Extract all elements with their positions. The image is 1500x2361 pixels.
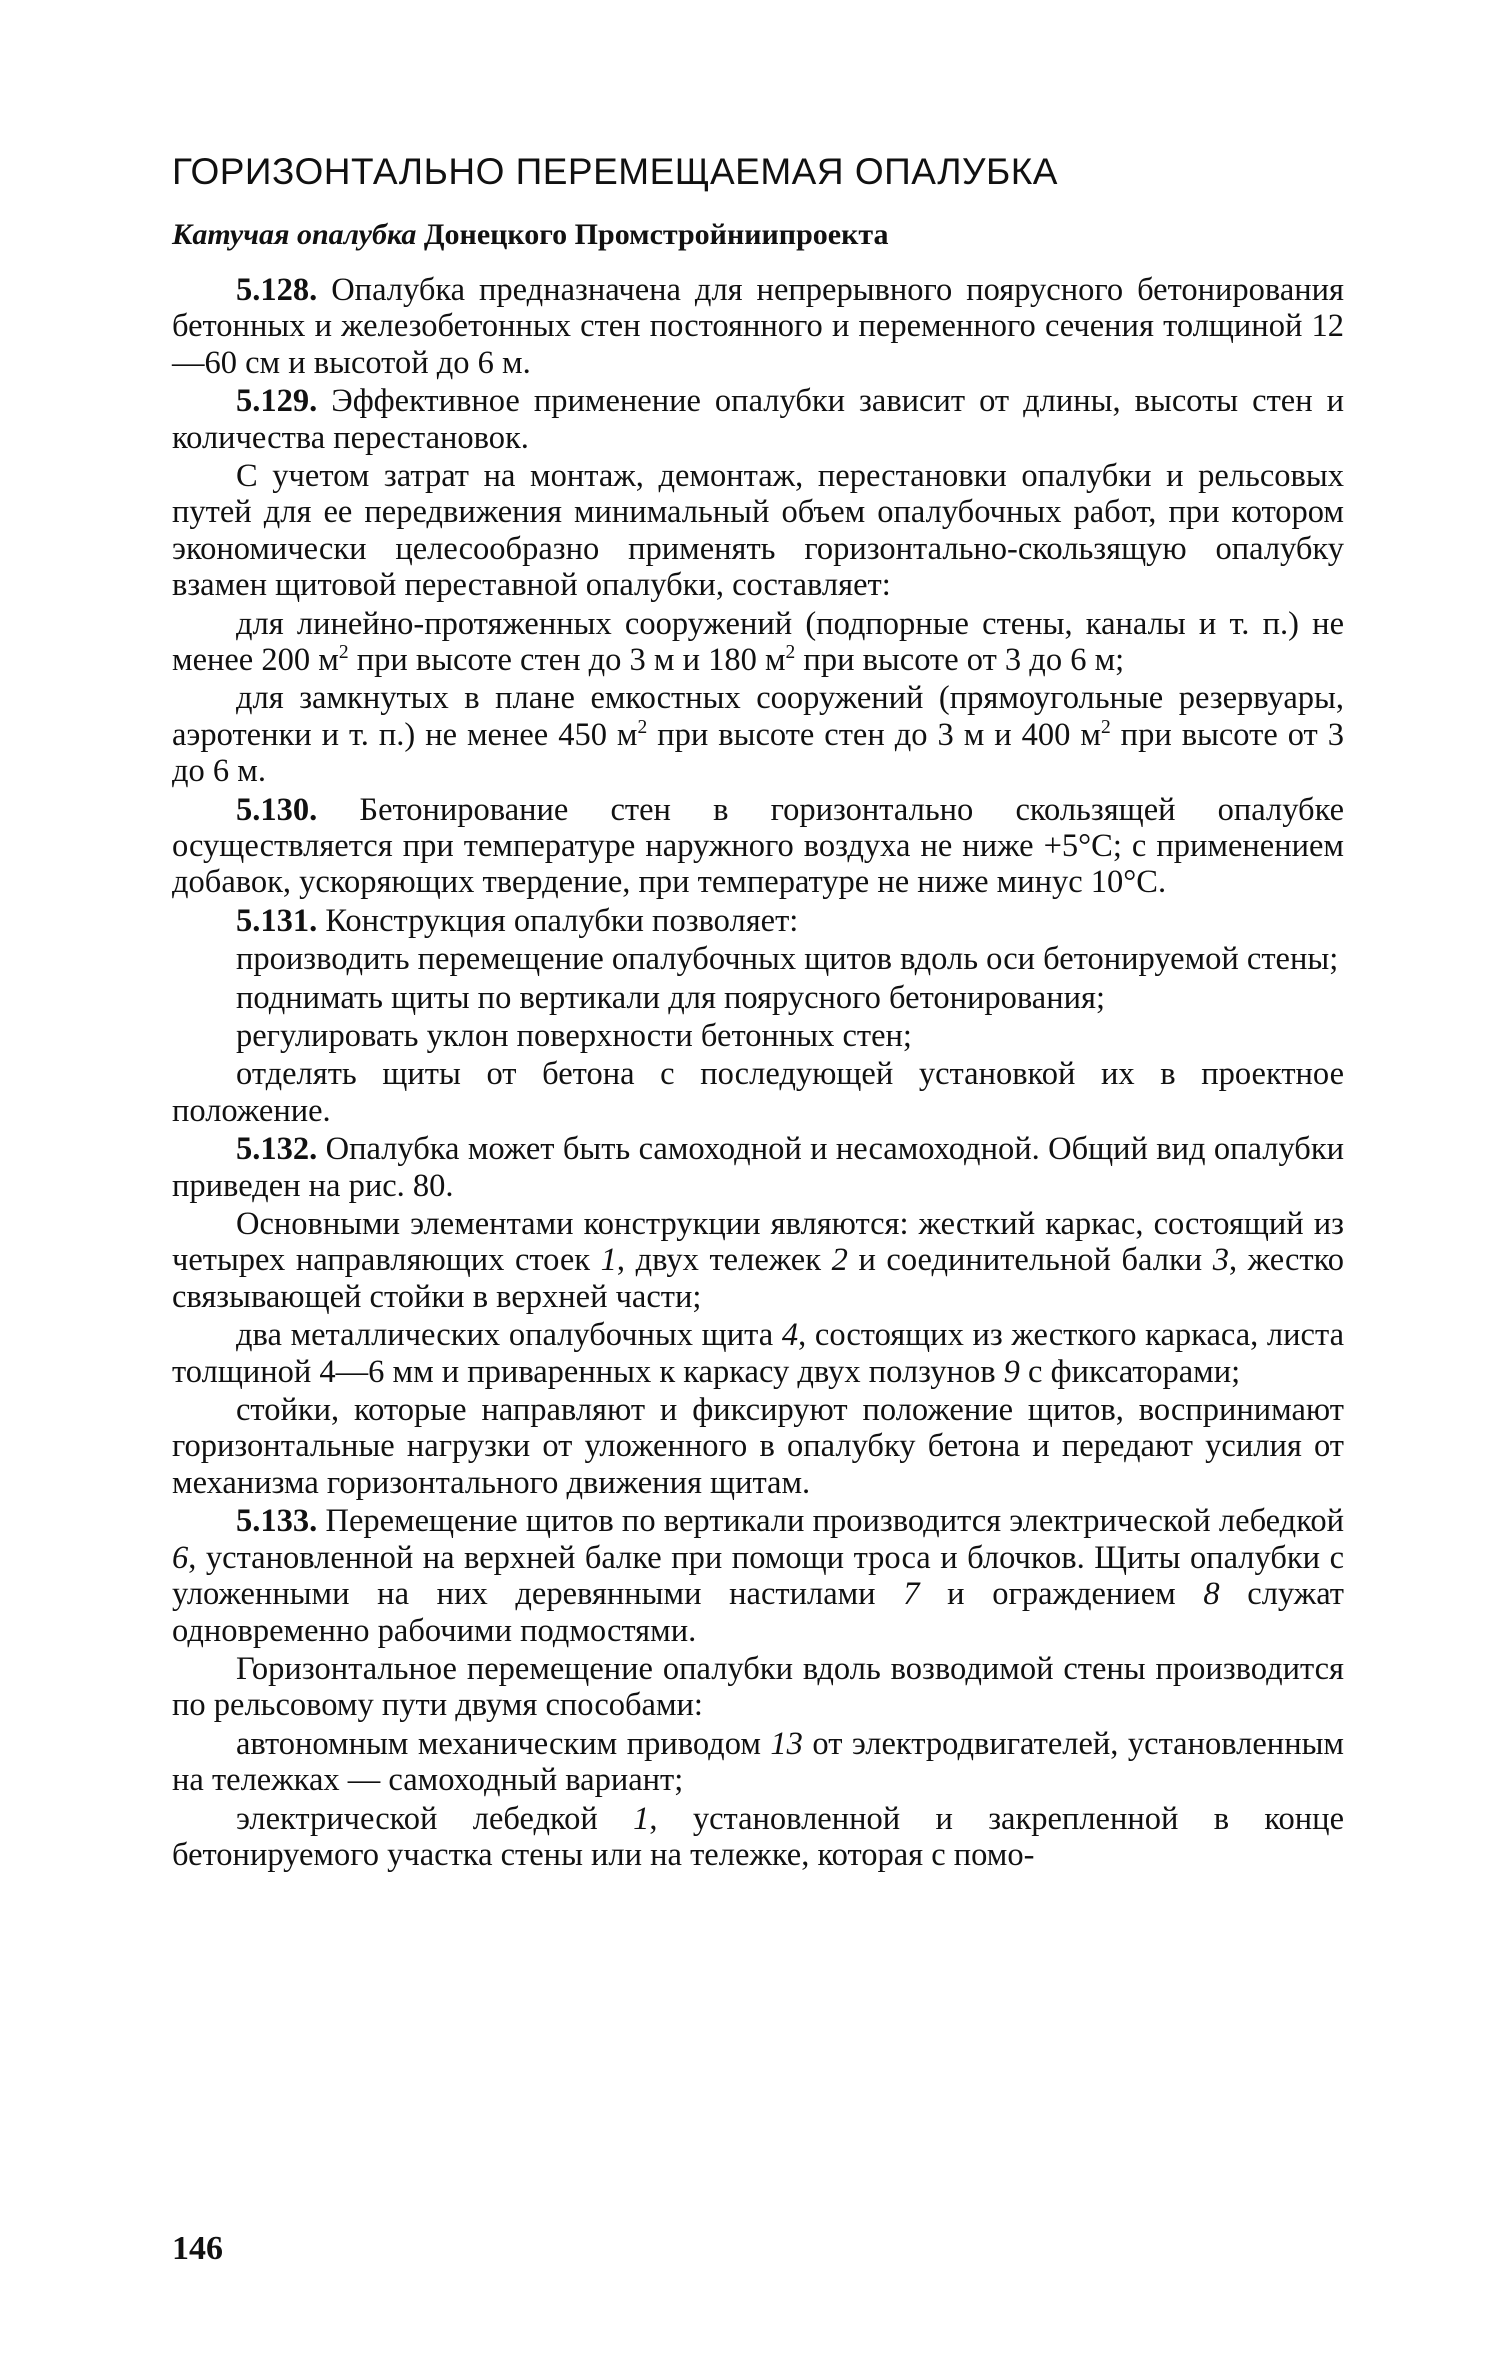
paragraph-posts: стойки, которые направляют и фиксируют положение щитов, воспринимают горизонтальные нагрузки от уложенного в опалубку бетона и передают усилия от механизма горизонтального движения щитам. [172,1392,1344,1501]
text-part: от электродвигателей, установленным на тележках — самоходный вариант; [172,1725,1344,1799]
superscript: 2 [785,642,796,664]
text-part: , двух тележек [616,1242,832,1279]
list-item-move-panels: производить перемещение опалубочных щитов вдоль оси бетонируемой стены; [236,941,1339,978]
list-item-electric-winch [172,1801,1344,1874]
text-part: для замкнутых в плане емкостных сооружений (прямоугольные резервуары, аэротенки и т. п.) не менее 450 м [172,680,1344,753]
figure-ref: 9 [1003,1353,1020,1390]
paragraph-5-130 [172,792,1344,901]
text-part: Перемещение щитов по вертикали производится электрической лебедкой [317,1503,1344,1540]
list-item-autonomous-drive [172,1726,1344,1799]
text-part: и соединительной балки [847,1242,1213,1279]
clause-number: 5.128. [236,271,318,308]
text-part: при высоте от 3 до 6 м. [172,716,1344,790]
page-content [172,150,1344,1875]
paragraph-text: Бетонирование стен в горизонтально скользящей опалубке осуществляется при температуре наружного воздуха не ниже +5°С; с применением добавок, ускоряющих твердение, при температуре не ниже минус 10°С. [172,791,1344,901]
figure-ref: 1 [633,1800,650,1837]
superscript: 2 [637,716,648,738]
figure-ref: 8 [1203,1576,1220,1613]
superscript: 2 [1100,716,1111,738]
clause-number: 5.132. [236,1131,318,1168]
paragraph-5-133 [172,1503,1344,1649]
text-part: , установленной и закрепленной в конце бетонируемого участка стены или на тележке, которая с помо- [172,1800,1344,1873]
text-part: при высоте стен до 3 м и 400 м [647,716,1101,753]
section-heading: ГОРИЗОНТАЛЬНО ПЕРЕМЕЩАЕМАЯ ОПАЛУБКА [172,151,1058,192]
clause-number: 5.131. [236,902,318,939]
text-part: , состоящих из жесткого каркаса, листа толщиной 4—6 мм и приваренных к каркасу двух ползунов [172,1317,1344,1390]
list-item-separate-panels: отделять щиты от бетона с последующей установкой их в проектное положение. [172,1056,1344,1129]
paragraph-volume: С учетом затрат на монтаж, демонтаж, перестановки опалубки и рельсовых путей для ее передвижения минимальный объем опалубочных работ, при котором экономически целесообразно применять горизонтально-скользящую опалубку взамен щитовой переставной опалубки, составляет: [172,457,1344,604]
paragraph-5-129 [172,383,1344,456]
clause-number: 5.129. [236,383,318,420]
paragraph-text: Конструкция опалубки позволяет: [317,902,799,939]
superscript: 2 [338,642,349,664]
text-part: , жестко связывающей стойки в верхней части; [172,1242,1344,1315]
text-part: при высоте от 3 до 6 м; [795,641,1125,678]
text-part: два металлических опалубочных щита [236,1317,782,1354]
text-part: при высоте стен до 3 м и 180 м [348,641,786,678]
text-part: и ограждением [919,1576,1204,1613]
paragraph-5-128 [172,272,1344,381]
text-part: служат одновременно рабочими подмостями. [172,1576,1344,1649]
figure-ref: 3 [1212,1242,1229,1279]
figure-ref: 2 [831,1242,848,1279]
paragraph-text: Опалубка предназначена для непрерывного поярусного бетонирования бетонных и железобетонных стен постоянного и переменного сечения толщиной 12—60 см и высотой до 6 м. [172,271,1344,381]
clause-number: 5.130. [236,791,318,828]
figure-ref: 4 [781,1317,799,1354]
text-part: электрической лебедкой [236,1800,634,1837]
figure-ref: 7 [903,1576,920,1613]
text-part: , установленной на верхней балке при помощи троса и блочков. Щиты опалубки с уложенными на них деревянными настилами [172,1539,1344,1613]
paragraph-closed-structures [172,680,1344,789]
figure-ref: 6 [172,1539,189,1576]
text-part: Основными элементами конструкции являются: жесткий каркас, состоящий из четырех направляющих стоек [172,1206,1344,1279]
subheading [172,216,1344,254]
paragraph-text: Эффективное применение опалубки зависит от длины, высоты стен и количества перестановок. [172,383,1344,456]
text-part: автономным механическим приводом [236,1725,771,1762]
page-number: 146 [172,2230,223,2267]
list-item-adjust-slope: регулировать уклон поверхности бетонных стен; [236,1018,912,1055]
paragraph-5-132 [172,1131,1344,1204]
text-part: для линейно-протяженных сооружений (подпорные стены, каналы и т. п.) не менее 200 м [172,605,1344,678]
list-item-raise-panels: поднимать щиты по вертикали для поярусного бетонирования; [236,979,1105,1016]
paragraph-linear-structures [172,606,1344,679]
paragraph-main-elements [172,1206,1344,1315]
clause-number: 5.133. [236,1503,318,1540]
subheading-italic: Катучая опалубка [172,218,417,252]
paragraph-text: Опалубка может быть самоходной и несамоходной. Общий вид опалубки приведен на рис. 80. [172,1131,1344,1204]
paragraph-5-131 [172,903,1344,939]
figure-ref: 1 [600,1242,617,1279]
paragraph-form-panels [172,1317,1344,1390]
subheading-upright: Донецкого Промстройниипроекта [423,218,889,252]
paragraph-horizontal-move: Горизонтальное перемещение опалубки вдоль возводимой стены производится по рельсовому пути двумя способами: [172,1650,1344,1724]
figure-ref: 13 [770,1725,803,1762]
text-part: с фиксаторами; [1019,1353,1241,1390]
